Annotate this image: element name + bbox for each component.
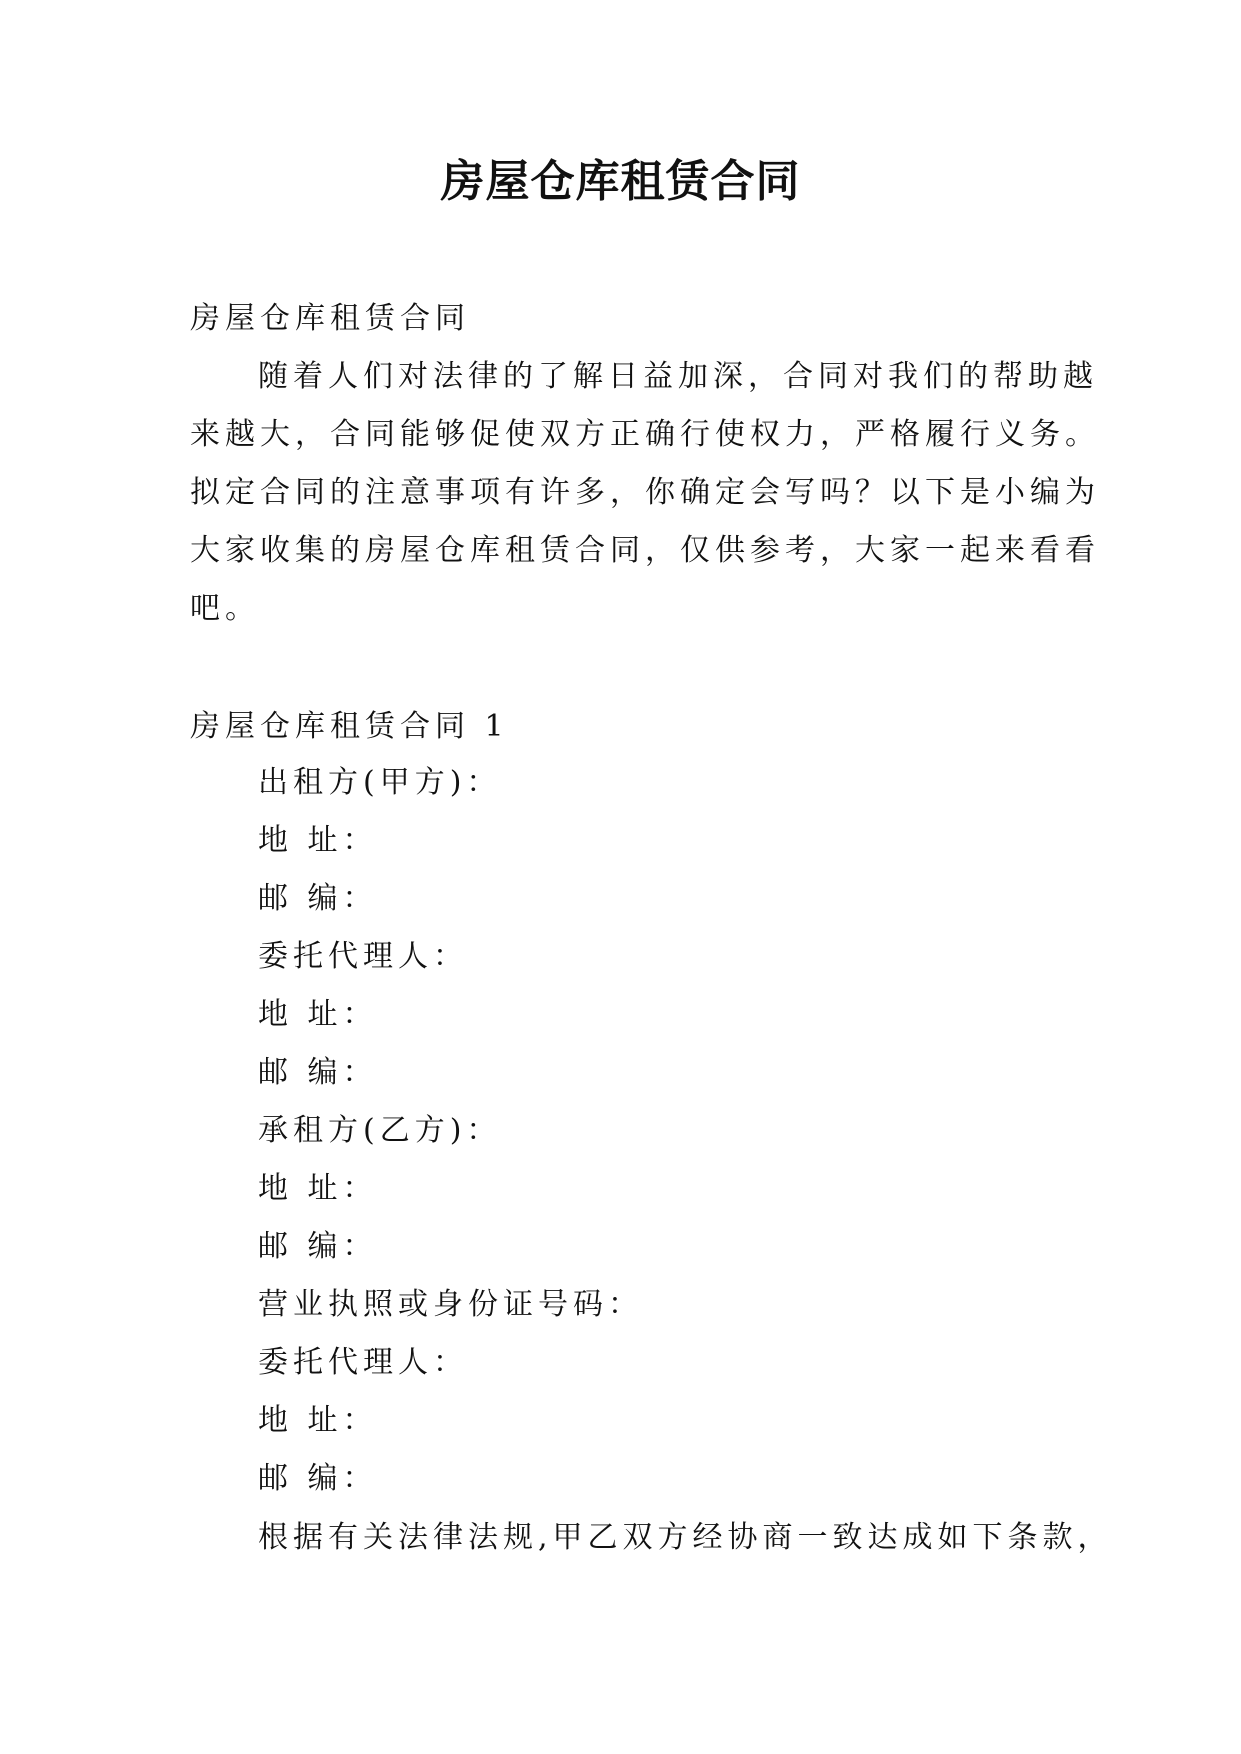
closing-clause: 根据有关法律法规,甲乙双方经协商一致达成如下条款， — [258, 1520, 1113, 1555]
field-lessor-postcode: 邮 编： — [258, 881, 378, 916]
field-lessor-agent-address: 地 址： — [258, 997, 378, 1032]
field-lessee-agent-postcode: 邮 编： — [258, 1461, 378, 1496]
intro-line: 拟定合同的注意事项有许多，你确定会写吗？以下是小编为 — [190, 475, 1100, 510]
field-lessor: 出租方(甲方)： — [258, 765, 502, 800]
field-lessee-address: 地 址： — [258, 1171, 378, 1206]
intro-paragraph — [190, 348, 1100, 638]
field-lessor-agent-postcode: 邮 编： — [258, 1055, 378, 1090]
intro-line: 吧。 — [190, 591, 260, 626]
document-title: 房屋仓库租赁合同 — [440, 156, 801, 207]
field-lessee-agent-address: 地 址： — [258, 1403, 378, 1438]
field-lessor-agent: 委托代理人： — [258, 939, 468, 974]
field-lessee-license-id: 营业执照或身份证号码： — [258, 1287, 643, 1322]
intro-line: 来越大，合同能够促使双方正确行使权力，严格履行义务。 — [190, 417, 1100, 452]
field-lessee: 承租方(乙方)： — [258, 1113, 502, 1148]
party-fields-list — [258, 754, 643, 1508]
intro-line: 随着人们对法律的了解日益加深，合同对我们的帮助越 — [258, 359, 1098, 394]
field-lessor-address: 地 址： — [258, 823, 378, 858]
intro-line: 大家收集的房屋仓库租赁合同，仅供参考，大家一起来看看 — [190, 533, 1100, 568]
field-lessee-agent: 委托代理人： — [258, 1345, 468, 1380]
section-heading: 房屋仓库租赁合同 1 — [190, 709, 509, 744]
field-lessee-postcode: 邮 编： — [258, 1229, 378, 1264]
document-heading: 房屋仓库租赁合同 — [190, 301, 470, 336]
